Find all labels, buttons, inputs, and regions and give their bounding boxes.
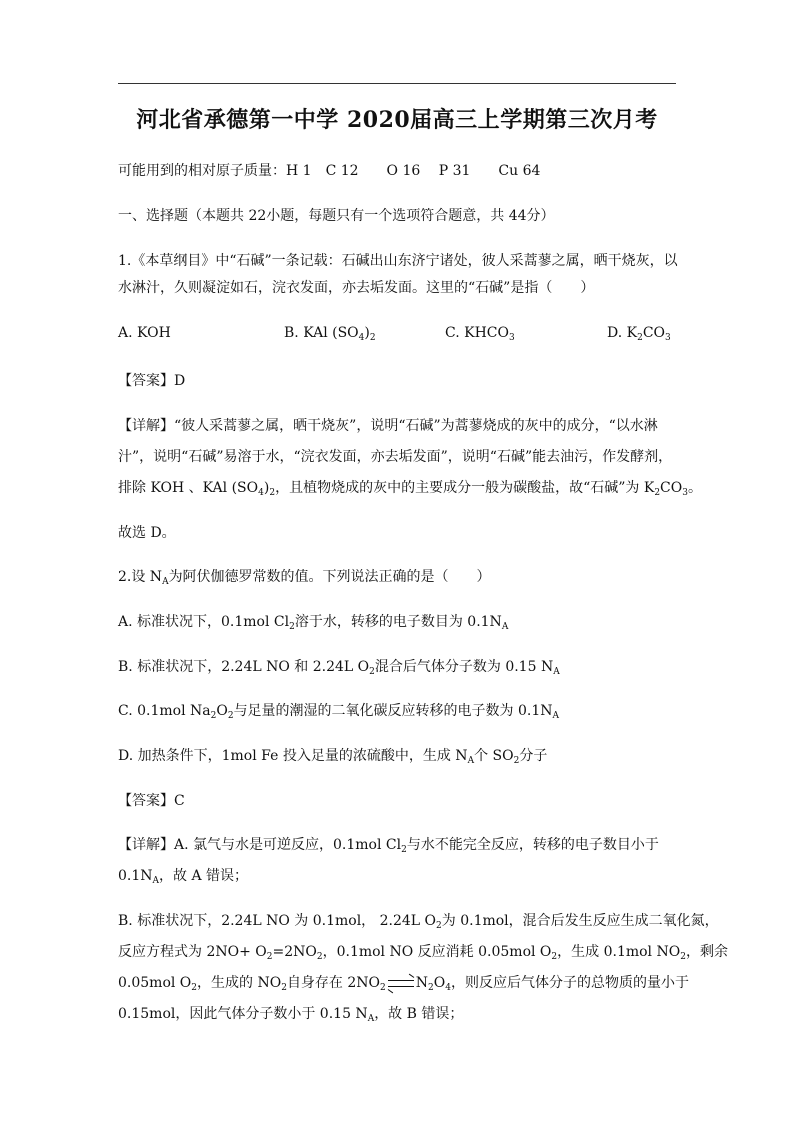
q1-option-d: D. $K_2CO_3$ xyxy=(607,325,671,343)
section-heading: 一、选择题（本题共 22小题，每题只有一个选项符合题意，共 44分） xyxy=(118,208,555,224)
q2-detail-b-line3: 0.05mol $O_2$，生成的 $NO_2$自身存在 $2NO_2$ $N_2O_4$，则反应后气体分子的总物质的量小于 xyxy=(118,975,689,993)
q2-detail-b-line1: B. 标准状况下，2.24L NO 为 0.1mol， 2.24L $O_2$为 0.1mol，混合后发生反应生成二氧化氮， xyxy=(118,913,719,931)
q1-option-c: C. $KHCO_3$ xyxy=(445,325,515,343)
q2-detail-b-line4: 0.15mol，因此气体分子数小于 0.15 $N_A$，故 B 错误； xyxy=(118,1006,464,1024)
q2-detail-b-line2: 反应方程式为 $2NO+ O_2=2NO_2$，0.1mol NO 反应消耗 0.05mol $O_2$，生成 0.1mol $NO_2$，剩余 xyxy=(118,944,728,962)
atomic-masses: 可能用到的相对原子质量：H 1 C 12 O 16 P 31 Cu 64 xyxy=(118,163,541,179)
q2-option-d: D. 加热条件下，1mol Fe 投入足量的浓硫酸中，生成 $N_A$个 $SO_2$分子 xyxy=(118,748,548,766)
q1-option-b: B. KAl $(SO_4)_2$ xyxy=(284,325,376,343)
q1-detail-line1: 【详解】“彼人采蒿蓼之属，晒干烧灰”，说明“石碱”为蒿蓼烧成的灰中的成分，“以水淋 xyxy=(118,418,658,434)
q2-option-c: C. 0.1mol $Na_2O_2$与足量的潮湿的二氧化碳反应转移的电子数为 $0.1N_A$ xyxy=(118,703,560,721)
q2-answer: 【答案】C xyxy=(118,793,185,809)
q1-detail-line2: 汁”，说明“石碱”易溶于水，“浣衣发面，亦去垢发面”，说明“石碱”能去油污，作发酵剂， xyxy=(118,449,673,465)
equilibrium-arrow-icon xyxy=(388,980,414,987)
q2-stem: 2.设 $N_A$为阿伏伽德罗常数的值。下列说法正确的是（ ） xyxy=(118,569,491,587)
q1-stem-line2: 水淋汁，久则凝淀如石，浣衣发面，亦去垢发面。这里的“石碱”是指（ ） xyxy=(118,280,595,296)
q2-detail-a-line2: $0.1N_A$，故 A 错误； xyxy=(118,868,249,886)
q2-option-b: B. 标准状况下，2.24L NO 和 2.24L $O_2$混合后气体分子数为 0.15 $N_A$ xyxy=(118,659,560,677)
q1-stem-line1: 1.《本草纲目》中“石碱”一条记载：石碱出山东济宁诸处，彼人采蒿蓼之属，晒干烧灰，以 xyxy=(118,253,678,269)
page-title: 河北省承德第一中学 2020届高三上学期第三次月考 xyxy=(136,107,658,133)
q1-answer: 【答案】D xyxy=(118,373,186,389)
q1-option-a: A. KOH xyxy=(118,325,171,341)
header-rule xyxy=(118,83,676,84)
q1-conclusion: 故选 D。 xyxy=(118,525,176,541)
q2-detail-a-line1: 【详解】A. 氯气与水是可逆反应，0.1mol $Cl_2$与水不能完全反应，转移的电子数目小于 xyxy=(118,837,659,855)
q2-option-a: A. 标准状况下，0.1mol $Cl_2$溶于水，转移的电子数目为 $0.1N_A$ xyxy=(118,614,509,632)
q1-detail-line3: 排除 KOH 、KAl $(SO_4)_2$，且植物烧成的灰中的主要成分一般为碳酸盐，故“石碱”为 $K_2CO_3$。 xyxy=(118,480,702,498)
